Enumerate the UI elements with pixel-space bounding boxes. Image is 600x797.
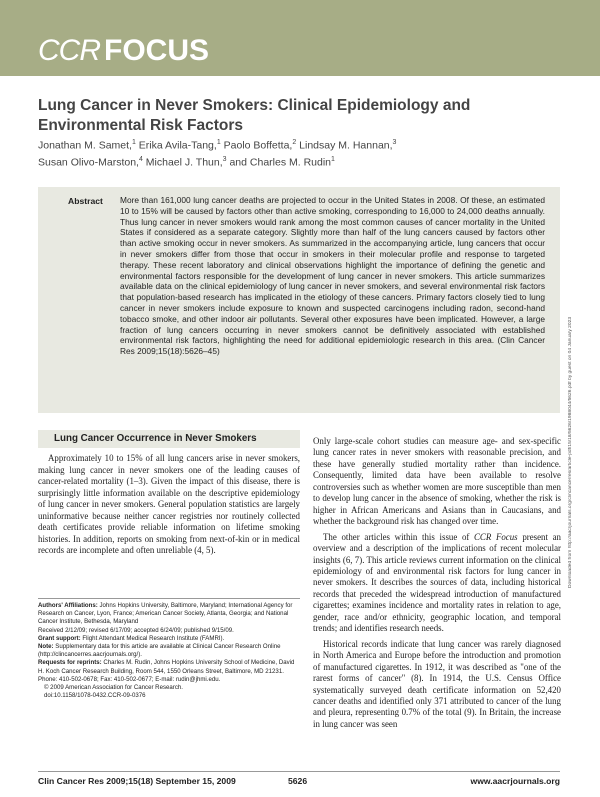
body-paragraph: Only large-scale cohort studies can measure age- and sex-specific lung cancer rates in never smokers with reasonable precision, and these have generally studied mortality rather than incidence. Consequently, limited data have been available to resolve controversies such as whether women are more susceptible than men to develop lung cancer in the absence of smoking, whether the risk is higher in African Americans and Asians than in Caucasians, and whether the background risk has changed over time. xyxy=(313,436,561,527)
author-name: Paolo Boffetta, xyxy=(220,139,293,152)
author-name: Susan Olivo-Marston, xyxy=(38,156,139,168)
footer-divider xyxy=(38,771,560,772)
supplementary-note xyxy=(38,643,300,659)
author-list xyxy=(38,136,518,169)
author-affiliation-ref: 4 xyxy=(138,155,143,163)
author-name: Erika Avila-Tang, xyxy=(135,139,217,152)
author-affiliation-ref: 2 xyxy=(292,139,297,146)
footer-website: www.aacrjournals.org xyxy=(470,776,560,786)
journal-logo xyxy=(38,34,209,68)
logo-ccr-text: CCR xyxy=(38,34,100,67)
abstract-label: Abstract xyxy=(68,196,103,206)
reprints-text: Charles M. Rudin, Johns Hopkins University School of Medicine, David H. Koch Cancer Research Building, Room 544, 1550 Orleans Street, Baltimore, MD 21231. Phone: 410-502-0678; Fax: 410-502-0677; E-mail: rudin@jhmi.edu. xyxy=(38,659,295,683)
note-text: Supplementary data for this article are available at Clinical Cancer Research Online (http://clincancerres.aacrjournals.org/). xyxy=(38,643,281,659)
body-paragraph: Approximately 10 to 15% of all lung cancers arise in never smokers, making lung cancer in never smokers one of the leading causes of cancer-related mortality (1–3). Given the impact of this disease, there is surprisingly little information available on the descriptive epidemiology of lung cancer in never smokers. General population statistics are largely uninformative because neither cancer registries nor routinely collected death certificates provide reliable information on lifetime smoking histories. In addition, reports on smoking from next-of-kin or in medical records are incomplete and often unreliable (4, 5). xyxy=(38,453,300,555)
copyright-line: © 2009 American Association for Cancer Research. xyxy=(44,684,183,692)
footer-citation: Clin Cancer Res 2009;15(18) September 15, 2009 xyxy=(38,776,236,786)
left-column-body xyxy=(38,453,300,557)
grant-label: Grant support: xyxy=(38,634,81,642)
author-affiliation-ref: 1 xyxy=(131,139,136,146)
section-heading: Lung Cancer Occurrence in Never Smokers xyxy=(54,433,257,444)
reprint-requests xyxy=(38,659,300,684)
author-name: and Charles M. Rudin xyxy=(226,156,332,168)
download-notice-sidebar xyxy=(568,198,578,588)
paragraph-text: present an overview and a description of the implications of recent molecular insights (6, 7). This article reviews current information on the clinical epidemiology of and environmental risk factors for lung cancer in never smokers. It describes the sources of data, including historical records that preceded the widespread introduction of manufactured cigarettes; examines incidence and mortality rates in relation to age, gender, race and/or ethnicity, geographic location, and temporal trends; and identifies research needs. xyxy=(313,531,561,634)
journal-section-name: CCR Focus xyxy=(474,531,518,542)
article-title: Lung Cancer in Never Smokers: Clinical Epidemiology and Environmental Risk Factors xyxy=(38,97,471,134)
author-affiliation-ref: 1 xyxy=(216,139,221,146)
affiliations-divider xyxy=(38,598,300,599)
author-affiliation-ref: 3 xyxy=(392,139,397,146)
reprints-label: Requests for reprints: xyxy=(38,659,102,667)
author-name: Michael J. Thun, xyxy=(142,156,223,168)
body-paragraph: Historical records indicate that lung cancer was rarely diagnosed in North America and Europe before the introduction and promotion of manufactured cigarettes. In 1912, it was described as "one of the rarest forms of cancer" (8). In 1914, the U.S. Census Office systematically surveyed death certificate information on 52,420 cancer deaths and identified only 371 attributed to cancer of the lung and pleura, representing 0.7% of the total (9). In Britain, the increase in lung cancer was seen xyxy=(313,638,561,729)
right-column-body xyxy=(313,436,561,734)
author-name: Jonathan M. Samet, xyxy=(38,139,132,152)
affiliations-text: Johns Hopkins University, Baltimore, Maryland; International Agency for Research on Cancer, Lyon, France; American Cancer Society, Atlanta, Georgia; and National Cancer Institute, Bethesda, Maryland xyxy=(38,602,293,626)
received-dates: Received 2/12/09; revised 6/17/09; accepted 6/24/09; published 9/15/09. xyxy=(38,626,234,634)
affiliations-footnote xyxy=(38,602,300,700)
journal-header-bar xyxy=(0,0,600,76)
authors-affiliations xyxy=(38,602,300,627)
affiliations-label: Authors' Affiliations: xyxy=(38,602,98,609)
grant-support xyxy=(38,635,300,643)
doi-line: doi:10.1158/1078-0432.CCR-09-0376 xyxy=(44,692,146,700)
logo-focus-text: FOCUS xyxy=(104,34,209,67)
note-label: Note: xyxy=(38,643,54,651)
abstract-text: More than 161,000 lung cancer deaths are projected to occur in the United States in 2008. Of these, an estimated 10 to 15% will be caused by factors other than active smoking, corresponding to 16,000 to 24,000 deaths annually. Thus lung cancer in never smokers would rank among the most common causes of cancer mortality in the United States if considered as a separate category. Slightly more than half of the lung cancers caused by factors other than active smoking occur in never smokers. As summarized in the accompanying article, lung cancers that occur in never smokers differ from those that occur in smokers in their molecular profile and response to targeted therapy. These recent laboratory and clinical observations highlight the importance of defining the genetic and environmental factors responsible for the development of lung cancer in never smokers. This article summarizes available data on the clinical epidemiology of lung cancer in never smokers, and several environmental risk factors that population-based research has implicated in the etiology of these cancers. Primary factors closely tied to lung cancer in never smokers include exposure to known and suspected carcinogens including radon, second-hand tobacco smoke, and other indoor air pollutants. Several other exposures have been implicated. However, a large fraction of lung cancers occurring in never smokers cannot be definitively associated with established environmental risk factors, highlighting the need for additional epidemiologic research in this area. (Clin Cancer Res 2009;15(18):5626–45) xyxy=(120,195,545,357)
grant-text: Flight Attendant Medical Research Institute (FAMRI). xyxy=(82,634,225,642)
body-paragraph xyxy=(313,532,561,635)
paragraph-text: The other articles within this issue of xyxy=(323,531,475,542)
download-notice-text: Downloaded from http://aacrjournals.org/clincancerres/article-pdf/15/18/5626/1988044/5626.pdf by guest on 04 January 2023 xyxy=(568,316,573,588)
author-affiliation-ref: 1 xyxy=(331,155,335,163)
footer-page-number: 5626 xyxy=(288,776,308,786)
author-name: Lindsay M. Hannan, xyxy=(296,139,393,152)
author-affiliation-ref: 3 xyxy=(222,155,227,163)
